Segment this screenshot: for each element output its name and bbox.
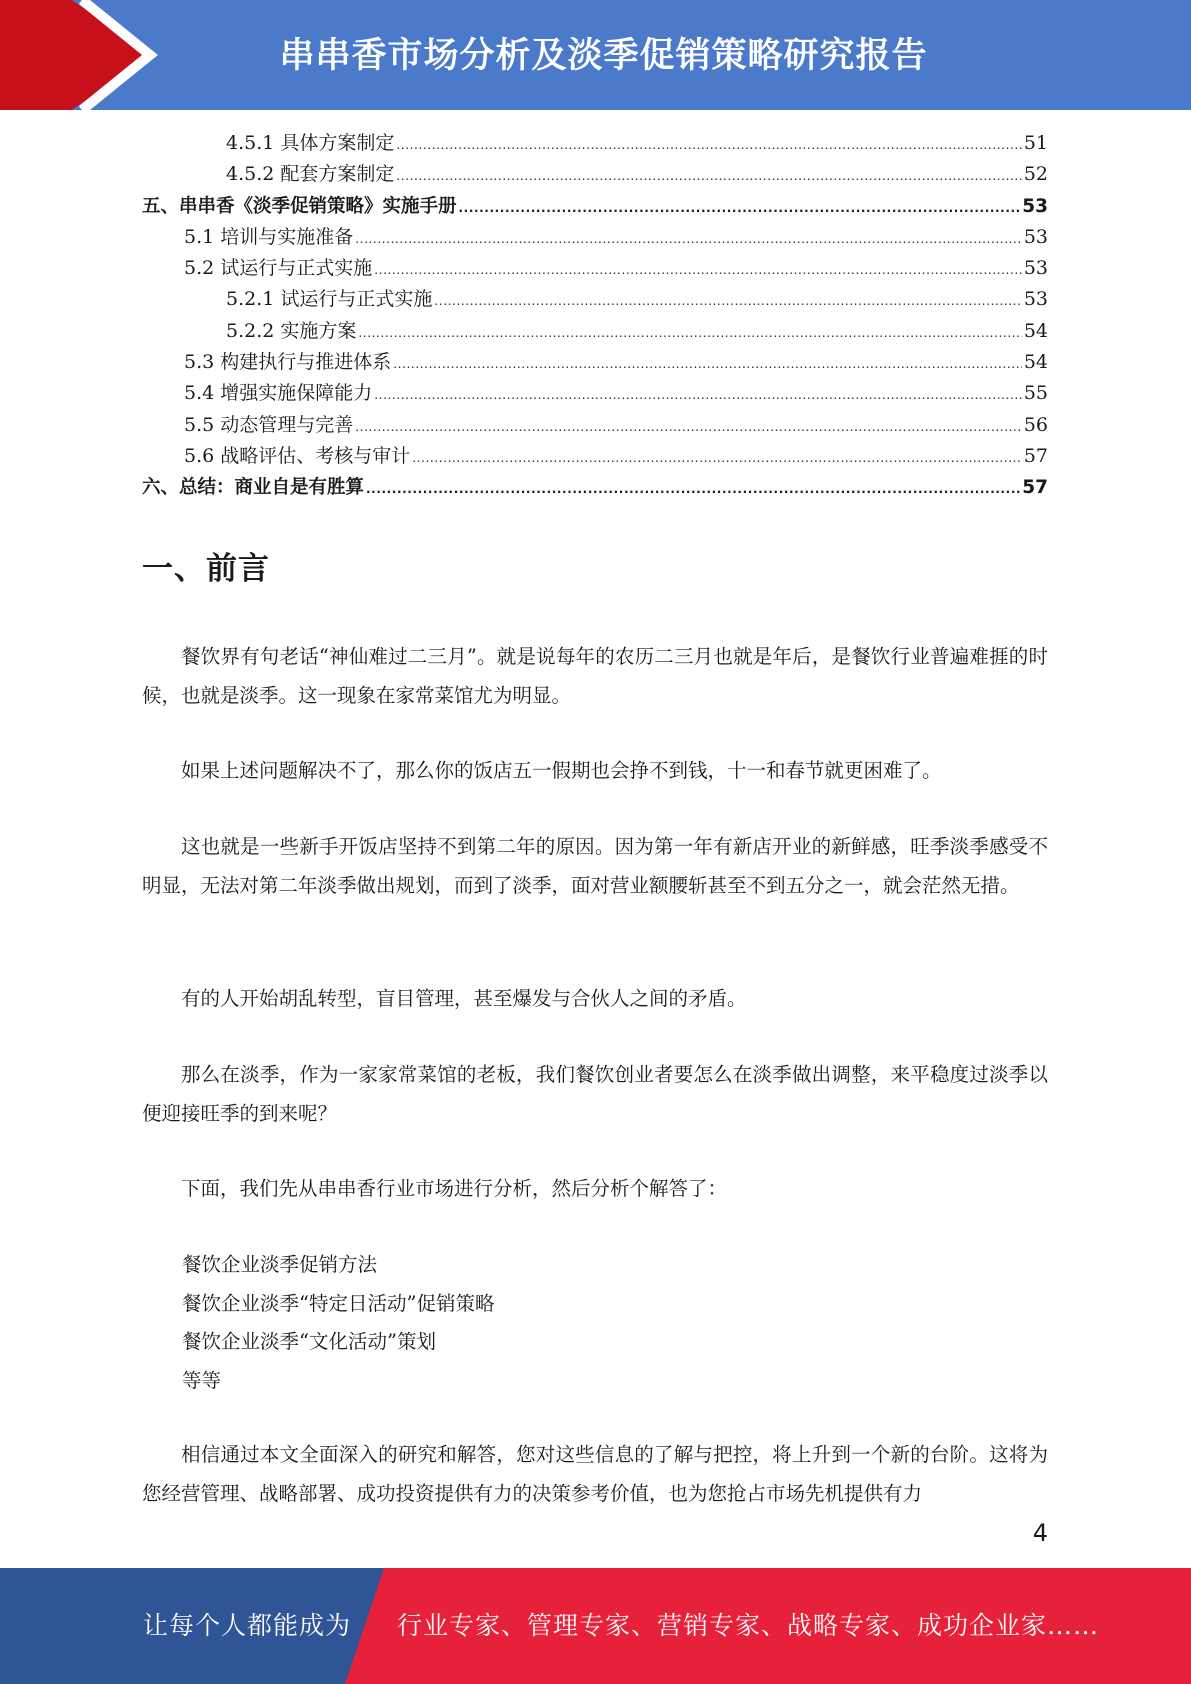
toc-leader-dots <box>355 412 1022 443</box>
toc-entry-page: 54 <box>1023 319 1048 342</box>
toc-entry-label: 5.1 培训与实施准备 <box>184 225 354 248</box>
table-of-contents <box>142 128 1048 504</box>
toc-entry-page: 57 <box>1022 477 1048 499</box>
toc-entry[interactable] <box>142 347 1048 378</box>
list-item: 餐饮企业淡季“文化活动”策划 <box>182 1330 436 1353</box>
toc-entry-page: 56 <box>1023 413 1048 436</box>
toc-leader-dots <box>366 474 1020 505</box>
toc-entry-label: 5.4 增强实施保障能力 <box>184 382 373 405</box>
toc-entry-label: 4.5.1 具体方案制定 <box>226 132 395 154</box>
list-item: 餐饮企业淡季“特定日活动”促销策略 <box>182 1291 495 1315</box>
toc-leader-dots <box>396 161 1021 192</box>
paragraph-1: 餐饮界有句老话“神仙难过二三月”。就是说每年的农历二三月也就是年后，是餐饮行业普遍难捱的时候，也就是淡季。这一现象在家常菜馆尤为明显。 <box>142 645 1048 707</box>
toc-entry[interactable] <box>142 316 1048 347</box>
toc-entry-label: 六、总结：商业自是有胜算 <box>142 477 365 499</box>
promo-topic-list <box>142 1246 1048 1400</box>
toc-entry-label: 5.2 试运行与正式实施 <box>184 257 373 280</box>
toc-leader-dots <box>393 349 1022 380</box>
toc-entry-page: 53 <box>1022 195 1048 217</box>
toc-entry[interactable] <box>142 410 1048 441</box>
page-number: 4 <box>1032 1519 1048 1547</box>
toc-leader-dots <box>355 224 1022 255</box>
list-item: 餐饮企业淡季促销方法 <box>182 1253 378 1276</box>
toc-leader-dots <box>358 318 1021 349</box>
toc-leader-dots <box>374 380 1022 411</box>
toc-entry-label: 五、串串香《淡季促销策略》实施手册 <box>142 195 457 217</box>
toc-entry[interactable] <box>142 378 1048 409</box>
paragraph-3: 这也就是一些新手开饭店坚持不到第二年的原因。因为第一年有新店开业的新鲜感，旺季淡季感受不明显，无法对第二年淡季做出规划，而到了淡季，面对营业额腰斩甚至不到五分之一，就会茫然无措。 <box>142 835 1048 897</box>
toc-entry-page: 53 <box>1023 225 1048 248</box>
toc-leader-dots <box>396 130 1021 161</box>
toc-entry-page: 54 <box>1023 351 1048 374</box>
paragraph-2: 如果上述问题解决不了，那么你的饭店五一假期也会挣不到钱，十一和春节就更困难了。 <box>181 759 942 782</box>
toc-entry[interactable] <box>142 253 1048 284</box>
toc-entry-page: 57 <box>1023 444 1048 467</box>
paragraph-closing: 相信通过本文全面深入的研究和解答，您对这些信息的了解与把控，将上升到一个新的台阶。这将为您经营管理、战略部署、成功投资提供有力的决策参考价值，也为您抢占市场先机提供有力 <box>142 1443 1048 1505</box>
toc-entry-label: 5.5 动态管理与完善 <box>184 413 354 436</box>
toc-entry[interactable] <box>142 222 1048 253</box>
toc-entry[interactable] <box>142 472 1048 503</box>
paragraph-6: 下面，我们先从串串香行业市场进行分析，然后分析个解答了： <box>181 1177 728 1200</box>
list-item: 等等 <box>182 1368 222 1392</box>
section-heading: 一、前言 <box>142 551 270 587</box>
toc-leader-dots <box>434 286 1021 317</box>
toc-entry[interactable] <box>142 441 1048 472</box>
toc-entry[interactable] <box>142 284 1048 315</box>
toc-entry[interactable] <box>142 159 1048 190</box>
toc-entry-label: 5.2.1 试运行与正式实施 <box>226 288 433 311</box>
toc-entry[interactable] <box>142 128 1048 159</box>
paragraph-5: 那么在淡季，作为一家家常菜馆的老板，我们餐饮创业者要怎么在淡季做出调整，来平稳度过淡季以便迎接旺季的到来呢？ <box>142 1063 1048 1125</box>
footer-slogan-left: 让每个人都能成为 <box>143 1611 352 1640</box>
toc-entry-page: 52 <box>1023 163 1048 186</box>
toc-entry-label: 5.2.2 实施方案 <box>226 319 357 342</box>
toc-entry-label: 5.3 构建执行与推进体系 <box>184 351 392 374</box>
toc-entry-label: 4.5.2 配套方案制定 <box>226 163 395 186</box>
toc-leader-dots <box>459 193 1021 224</box>
toc-entry-label: 5.6 战略评估、考核与审计 <box>184 444 411 467</box>
toc-entry-page: 53 <box>1023 257 1048 280</box>
toc-leader-dots <box>412 443 1022 474</box>
footer-slogan-right: 行业专家、管理专家、营销专家、战略专家、成功企业家…… <box>397 1611 1100 1640</box>
report-title: 串串香市场分析及淡季促销策略研究报告 <box>279 36 928 76</box>
toc-entry-page: 55 <box>1023 382 1048 405</box>
footer-banner <box>0 1568 1191 1684</box>
toc-entry[interactable] <box>142 191 1048 222</box>
toc-entry-page: 53 <box>1023 288 1048 311</box>
toc-entry-page: 51 <box>1023 132 1048 154</box>
paragraph-4: 有的人开始胡乱转型，盲目管理，甚至爆发与合伙人之间的矛盾。 <box>181 987 747 1010</box>
toc-leader-dots <box>374 255 1022 286</box>
header-banner <box>0 0 1191 110</box>
